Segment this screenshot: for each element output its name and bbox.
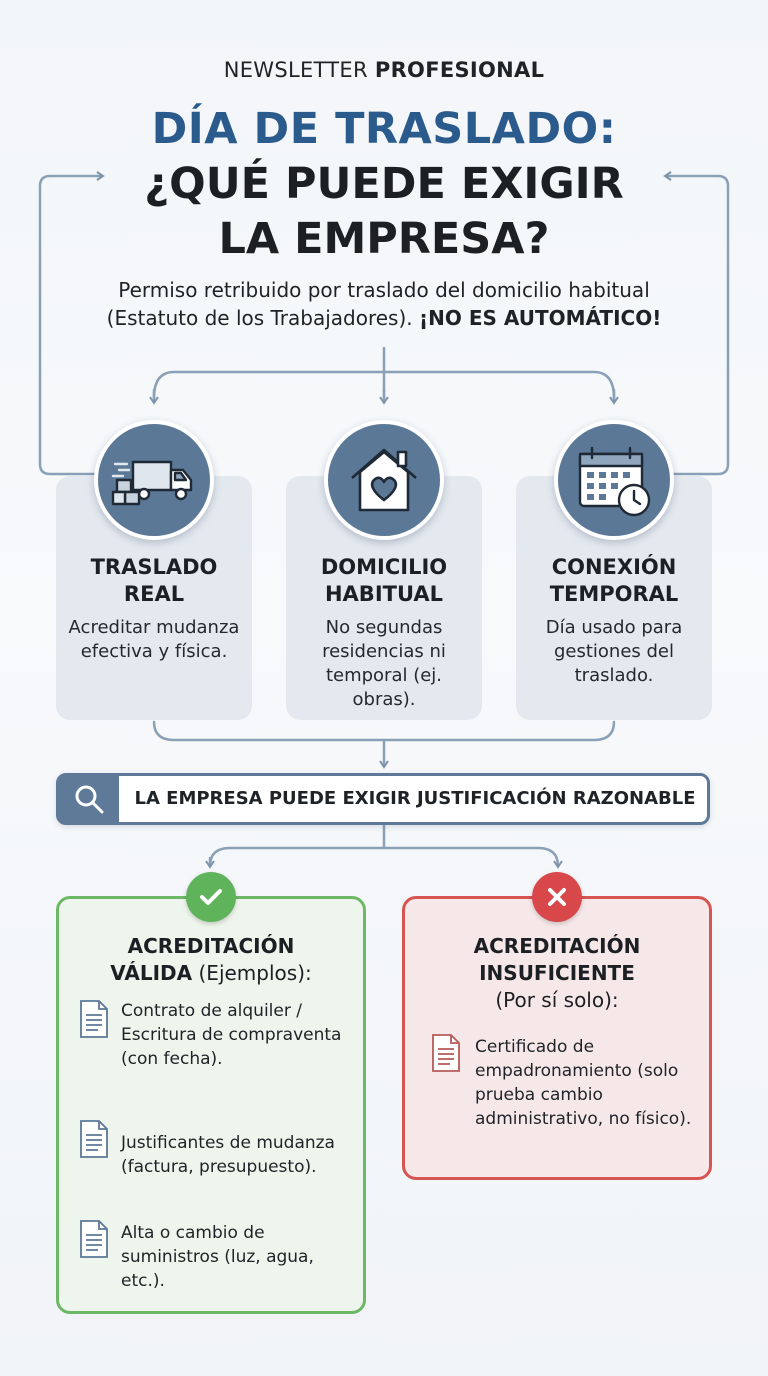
document-icon xyxy=(79,1219,109,1259)
insufficient-evidence-panel xyxy=(402,896,712,1180)
check-icon xyxy=(186,872,236,922)
valid-item: Contrato de alquiler / Escritura de compraventa (con fecha). xyxy=(121,1001,342,1069)
valid-item: Alta o cambio de suministros (luz, agua, etc.). xyxy=(121,1223,314,1291)
requirement-text: No segundas residencias ni temporal (ej. obras). xyxy=(322,617,446,710)
newsletter-kicker: NEWSLETTER PROFESIONAL xyxy=(223,58,545,82)
document-icon xyxy=(431,1033,461,1073)
cards-merge xyxy=(154,722,614,740)
title-line-2: ¿QUÉ PUEDE EXIGIR xyxy=(144,159,624,209)
house-heart-icon xyxy=(324,420,444,540)
valid-evidence-panel xyxy=(56,896,366,1314)
valid-panel-heading: ACREDITACIÓN VÁLIDA (Ejemplos): xyxy=(110,934,312,985)
magnifier-icon xyxy=(59,776,119,822)
cross-icon xyxy=(532,872,582,922)
insufficient-item: Certificado de empadronamiento (solo prueba cambio administrativo, no físico). xyxy=(475,1037,692,1129)
title-line-1: DÍA DE TRASLADO: xyxy=(151,104,617,154)
calendar-clock-icon xyxy=(554,420,674,540)
valid-item: Justificantes de mudanza (factura, presupuesto). xyxy=(121,1133,335,1177)
requirement-title: DOMICILIO HABITUAL xyxy=(320,555,448,606)
requirement-title: CONEXIÓN TEMPORAL xyxy=(549,555,679,606)
document-icon xyxy=(79,999,109,1039)
banner-text: LA EMPRESA PUEDE EXIGIR JUSTIFICACIÓN RAZONABLE xyxy=(134,788,696,809)
requirement-text: Acreditar mudanza efectiva y física. xyxy=(68,617,240,662)
document-icon xyxy=(79,1119,109,1159)
requirement-title: TRASLADO REAL xyxy=(90,555,218,606)
moving-truck-icon xyxy=(94,420,214,540)
title-line-3: LA EMPRESA? xyxy=(218,214,550,264)
insufficient-panel-heading: ACREDITACIÓN INSUFICIENTE (Por sí solo): xyxy=(473,934,641,1012)
justification-banner xyxy=(56,773,710,825)
requirement-text: Día usado para gestiones del traslado. xyxy=(545,617,683,686)
subtitle: Permiso retribuido por traslado del domicilio habitual (Estatuto de los Trabajadores). ¡NO ES AUTOMÁTICO! xyxy=(106,278,662,330)
